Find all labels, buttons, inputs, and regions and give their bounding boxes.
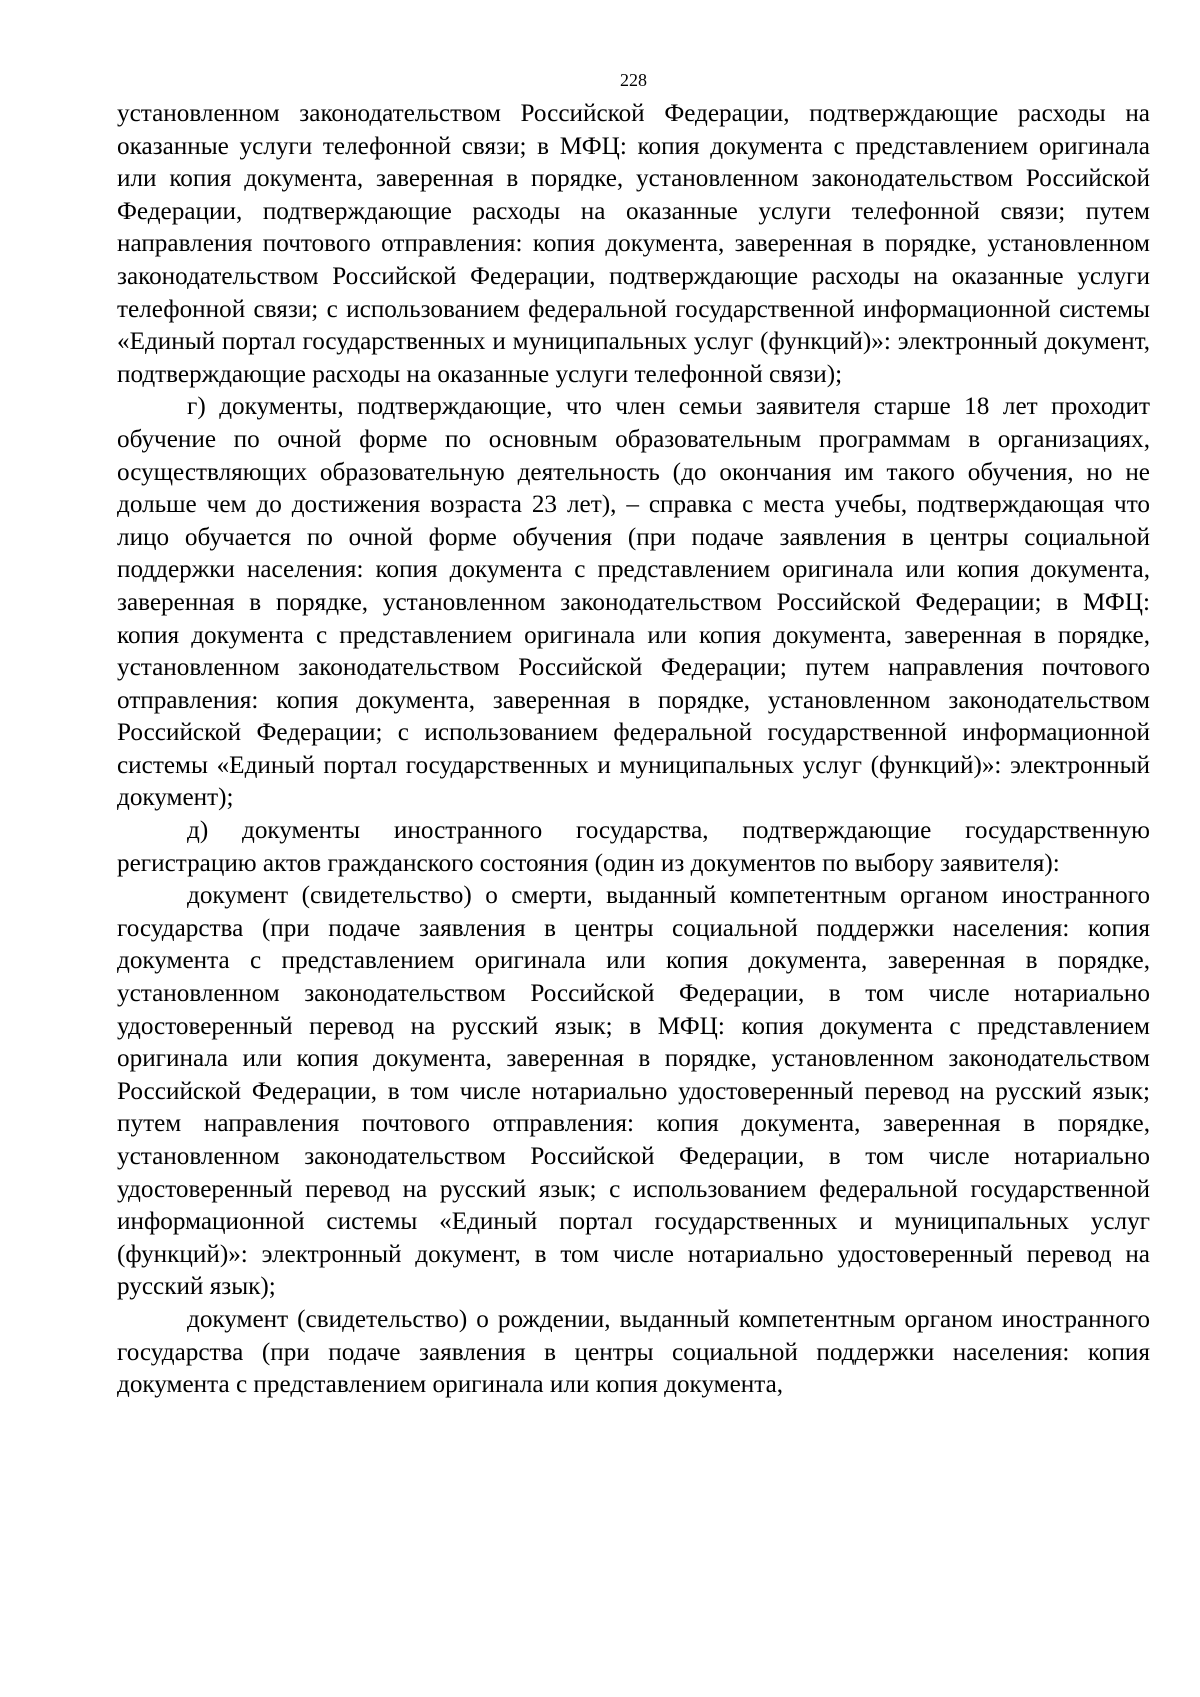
page-number: 228	[620, 70, 647, 90]
paragraph-birth-certificate: документ (свидетельство) о рождении, выданный компетентным органом иностранного государства (при подаче заявления в центры социальной поддержки населения: копия документа с представлением оригинала или копия документа,	[117, 1305, 1150, 1399]
paragraph-death-certificate: документ (свидетельство) о смерти, выданный компетентным органом иностранного государства (при подаче заявления в центры социальной поддержки населения: копия документа с представлением оригинала или копия документа, заверенная в порядке, установленном законодательством Российской Федерации, в том числе нотариально удостоверенный перевод на русский язык; в МФЦ: копия документа с представлением оригинала или копия документа, заверенная в порядке, установленном законодательством Российской Федерации, в том числе нотариально удостоверенный перевод на русский язык; путем направления почтового отправления: копия документа, заверенная в порядке, установленном законодательством Российской Федерации, в том числе нотариально удостоверенный перевод на русский язык; с использованием федеральной государственной информационной системы «Единый портал государственных и муниципальных услуг (функций)»: электронный документ, в том числе нотариально удостоверенный перевод на русский язык);	[117, 882, 1150, 1301]
paragraph-item-d-foreign-documents: д) документы иностранного государства, подтверждающие государственную регистрацию актов гражданского состояния (один из документов по выбору заявителя):	[117, 817, 1150, 877]
paragraph-telephone-expenses: установленном законодательством Российской Федерации, подтверждающие расходы на оказанные услуги телефонной связи; в МФЦ: копия документа с представлением оригинала или копия документа, заверенная в порядке, установленном законодательством Российской Федерации, подтверждающие расходы на оказанные услуги телефонной связи; путем направления почтового отправления: копия документа, заверенная в порядке, установленном законодательством Российской Федерации, подтверждающие расходы на оказанные услуги телефонной связи; с использованием федеральной государственной информационной системы «Единый портал государственных и муниципальных услуг (функций)»: электронный документ, подтверждающие расходы на оказанные услуги телефонной связи);	[117, 100, 1150, 388]
document-body	[117, 98, 1150, 1402]
paragraph-item-g-study-certificate: г) документы, подтверждающие, что член семьи заявителя старше 18 лет проходит обучение по очной форме по основным образовательным программам в организациях, осуществляющих образовательную деятельность (до окончания им такого обучения, но не дольше чем до достижения возраста 23 лет), – справка с места учебы, подтверждающая что лицо обучается по очной форме обучения (при подаче заявления в центры социальной поддержки населения: копия документа с представлением оригинала или копия документа, заверенная в порядке, установленном законодательством Российской Федерации; в МФЦ: копия документа с представлением оригинала или копия документа, заверенная в порядке, установленном законодательством Российской Федерации; путем направления почтового отправления: копия документа, заверенная в порядке, установленном законодательством Российской Федерации; с использованием федеральной государственной информационной системы «Единый портал государственных и муниципальных услуг (функций)»: электронный документ);	[117, 393, 1150, 812]
